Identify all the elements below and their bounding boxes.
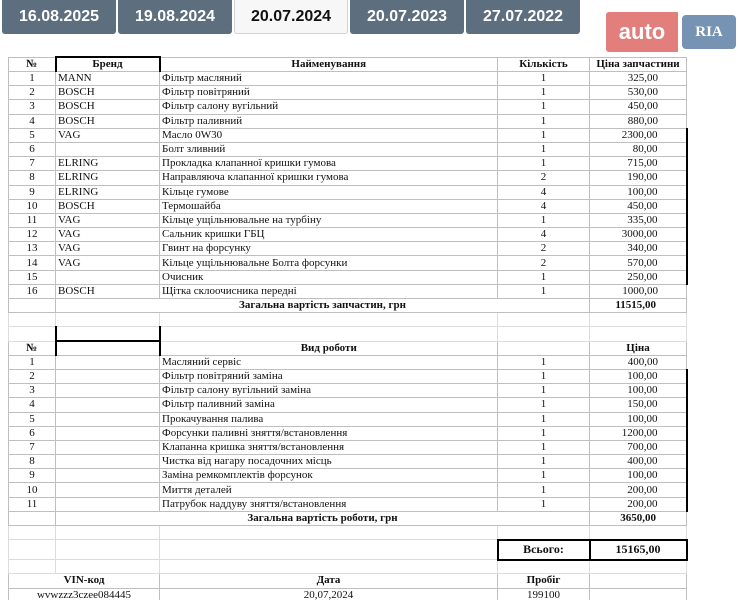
parts-row: [9, 171, 687, 185]
work-num: 7: [9, 440, 56, 454]
grand-total-value: 15165,00: [590, 540, 687, 560]
parts-total-label: Загальна вартість запчастин, грн: [56, 299, 590, 313]
part-qty: 1: [498, 157, 590, 171]
work-price: 150,00: [590, 398, 687, 412]
part-brand: [56, 142, 160, 156]
footer-value-row: [9, 588, 687, 600]
part-num: 7: [9, 157, 56, 171]
parts-header-price: Ціна запчастини: [590, 57, 687, 72]
part-qty: 1: [498, 284, 590, 298]
part-qty: 4: [498, 185, 590, 199]
parts-row: [9, 213, 687, 227]
work-name: Клапанна кришка зняття/встановлення: [160, 440, 498, 454]
parts-total-row: [9, 299, 687, 313]
works-row: [9, 384, 687, 398]
part-num: 15: [9, 270, 56, 284]
work-price: 100,00: [590, 469, 687, 483]
work-num: 3: [9, 384, 56, 398]
part-num: 12: [9, 228, 56, 242]
work-name: Миття деталей: [160, 483, 498, 497]
work-name: Чистка від нагару посадочних місць: [160, 455, 498, 469]
mileage-label: Пробіг: [498, 574, 590, 588]
parts-header-name: Найменування: [160, 57, 498, 72]
parts-row: [9, 256, 687, 270]
work-name: Форсунки паливні зняття/встановлення: [160, 426, 498, 440]
works-total-label: Загальна вартість роботи, грн: [56, 511, 590, 525]
works-row: [9, 398, 687, 412]
part-brand: BOSCH: [56, 100, 160, 114]
work-num: 9: [9, 469, 56, 483]
works-row: [9, 369, 687, 383]
part-price: 715,00: [590, 157, 687, 171]
works-row: [9, 426, 687, 440]
work-name: Патрубок наддуву зняття/встановлення: [160, 497, 498, 511]
part-qty: 1: [498, 270, 590, 284]
work-num: 11: [9, 497, 56, 511]
work-blank: [56, 369, 160, 383]
part-name: Очисник: [160, 270, 498, 284]
spacer-row: [9, 526, 687, 540]
part-qty: 1: [498, 114, 590, 128]
work-price: 400,00: [590, 355, 687, 369]
works-header-name: Вид роботи: [160, 341, 498, 355]
work-name: Масляний сервіс: [160, 355, 498, 369]
works-row: [9, 412, 687, 426]
part-name: Кільце гумове: [160, 185, 498, 199]
part-qty: 4: [498, 199, 590, 213]
work-price: 200,00: [590, 497, 687, 511]
works-row: [9, 469, 687, 483]
part-qty: 1: [498, 86, 590, 100]
parts-header-num: №: [9, 57, 56, 72]
work-name: Фільтр салону вугільний заміна: [160, 384, 498, 398]
parts-total-value: 11515,00: [590, 299, 687, 313]
part-brand: VAG: [56, 242, 160, 256]
work-blank: [56, 355, 160, 369]
work-blank: [56, 469, 160, 483]
parts-row: [9, 185, 687, 199]
tab-20-07-2023[interactable]: 20.07.2023: [350, 0, 464, 34]
work-qty: 1: [498, 469, 590, 483]
part-brand: BOSCH: [56, 284, 160, 298]
part-name: Фільтр паливний: [160, 114, 498, 128]
work-qty: 1: [498, 412, 590, 426]
part-num: 2: [9, 86, 56, 100]
part-qty: 1: [498, 72, 590, 86]
works-total-value: 3650,00: [590, 511, 687, 525]
part-qty: 1: [498, 142, 590, 156]
work-num: 2: [9, 369, 56, 383]
work-num: 1: [9, 355, 56, 369]
part-name: Кільце ущільнювальне на турбіну: [160, 213, 498, 227]
part-num: 6: [9, 142, 56, 156]
part-price: 340,00: [590, 242, 687, 256]
works-row: [9, 440, 687, 454]
date-label: Дата: [160, 574, 498, 588]
part-brand: ELRING: [56, 185, 160, 199]
work-qty: 1: [498, 398, 590, 412]
work-blank: [56, 398, 160, 412]
part-price: 530,00: [590, 86, 687, 100]
part-brand: BOSCH: [56, 199, 160, 213]
works-row: [9, 497, 687, 511]
work-num: 5: [9, 412, 56, 426]
part-qty: 1: [498, 213, 590, 227]
part-brand: BOSCH: [56, 114, 160, 128]
work-qty: 1: [498, 384, 590, 398]
part-qty: 1: [498, 128, 590, 142]
part-price: 880,00: [590, 114, 687, 128]
part-price: 3000,00: [590, 228, 687, 242]
vin-label: VIN-код: [9, 574, 160, 588]
parts-header-row: [9, 57, 687, 72]
part-name: Фільтр повітряний: [160, 86, 498, 100]
part-brand: MANN: [56, 72, 160, 86]
work-qty: 1: [498, 455, 590, 469]
logo-auto-text: auto: [606, 12, 678, 52]
part-num: 4: [9, 114, 56, 128]
part-brand: ELRING: [56, 171, 160, 185]
part-name: Сальник кришки ГБЦ: [160, 228, 498, 242]
mileage-value: 199100: [498, 588, 590, 600]
work-qty: 1: [498, 497, 590, 511]
works-header-row: [9, 341, 687, 355]
grand-total-row: [9, 540, 687, 560]
works-row: [9, 455, 687, 469]
tab-16-08-2025[interactable]: 16.08.2025: [2, 0, 116, 34]
part-name: Направляюча клапанної кришки гумова: [160, 171, 498, 185]
works-header-num: №: [9, 341, 56, 355]
part-name: Болт зливний: [160, 142, 498, 156]
work-price: 700,00: [590, 440, 687, 454]
part-price: 335,00: [590, 213, 687, 227]
part-num: 5: [9, 128, 56, 142]
autoria-watermark: [606, 12, 736, 52]
work-num: 4: [9, 398, 56, 412]
work-price: 400,00: [590, 455, 687, 469]
parts-row: [9, 114, 687, 128]
parts-row: [9, 228, 687, 242]
work-qty: 1: [498, 355, 590, 369]
part-brand: VAG: [56, 228, 160, 242]
work-num: 8: [9, 455, 56, 469]
work-num: 10: [9, 483, 56, 497]
work-blank: [56, 384, 160, 398]
part-qty: 1: [498, 100, 590, 114]
part-brand: [56, 270, 160, 284]
work-blank: [56, 497, 160, 511]
part-price: 450,00: [590, 100, 687, 114]
parts-row: [9, 100, 687, 114]
work-name: Фільтр повітряний заміна: [160, 369, 498, 383]
grand-total-label: Всього:: [498, 540, 590, 560]
work-name: Фільтр паливний заміна: [160, 398, 498, 412]
work-blank: [56, 440, 160, 454]
parts-row: [9, 142, 687, 156]
part-name: Масло 0W30: [160, 128, 498, 142]
part-name: Прокладка клапанної кришки гумова: [160, 157, 498, 171]
part-name: Термошайба: [160, 199, 498, 213]
work-name: Заміна ремкомплектів форсунок: [160, 469, 498, 483]
part-num: 13: [9, 242, 56, 256]
part-num: 16: [9, 284, 56, 298]
work-qty: 1: [498, 483, 590, 497]
part-price: 1000,00: [590, 284, 687, 298]
part-qty: 2: [498, 242, 590, 256]
parts-header-qty: Кількість: [498, 57, 590, 72]
parts-row: [9, 128, 687, 142]
work-name: Прокачування палива: [160, 412, 498, 426]
part-price: 80,00: [590, 142, 687, 156]
part-brand: ELRING: [56, 157, 160, 171]
footer-header-row: [9, 574, 687, 588]
part-price: 250,00: [590, 270, 687, 284]
part-num: 14: [9, 256, 56, 270]
work-qty: 1: [498, 426, 590, 440]
work-qty: 1: [498, 440, 590, 454]
part-price: 2300,00: [590, 128, 687, 142]
invoice-table: [8, 56, 688, 600]
part-name: Фільтр масляний: [160, 72, 498, 86]
parts-row: [9, 270, 687, 284]
part-price: 190,00: [590, 171, 687, 185]
spacer-row: [9, 327, 687, 341]
parts-row: [9, 157, 687, 171]
tab-20-07-2024[interactable]: 20.07.2024: [234, 0, 348, 34]
part-qty: 2: [498, 171, 590, 185]
work-price: 100,00: [590, 369, 687, 383]
work-blank: [56, 426, 160, 440]
work-num: 6: [9, 426, 56, 440]
part-brand: VAG: [56, 213, 160, 227]
parts-row: [9, 72, 687, 86]
part-price: 450,00: [590, 199, 687, 213]
parts-row: [9, 284, 687, 298]
part-num: 11: [9, 213, 56, 227]
parts-header-brand: Бренд: [56, 57, 160, 72]
work-price: 1200,00: [590, 426, 687, 440]
part-price: 570,00: [590, 256, 687, 270]
invoice-sheet: [8, 56, 686, 600]
parts-row: [9, 86, 687, 100]
work-price: 100,00: [590, 412, 687, 426]
part-brand: VAG: [56, 256, 160, 270]
part-name: Гвинт на форсунку: [160, 242, 498, 256]
works-header-price: Ціна: [590, 341, 687, 355]
part-name: Фільтр салону вугільний: [160, 100, 498, 114]
works-row: [9, 483, 687, 497]
part-brand: BOSCH: [56, 86, 160, 100]
part-brand: VAG: [56, 128, 160, 142]
logo-ria-text: RIA: [682, 15, 736, 49]
part-num: 9: [9, 185, 56, 199]
part-price: 325,00: [590, 72, 687, 86]
part-qty: 2: [498, 256, 590, 270]
works-row: [9, 355, 687, 369]
date-value: 20,07,2024: [160, 588, 498, 600]
work-blank: [56, 455, 160, 469]
spacer-row: [9, 560, 687, 574]
work-blank: [56, 483, 160, 497]
work-qty: 1: [498, 369, 590, 383]
part-num: 8: [9, 171, 56, 185]
part-name: Щітка склоочисника передні: [160, 284, 498, 298]
tab-27-07-2022[interactable]: 27.07.2022: [466, 0, 580, 34]
part-num: 10: [9, 199, 56, 213]
work-blank: [56, 412, 160, 426]
parts-row: [9, 242, 687, 256]
works-total-row: [9, 511, 687, 525]
tab-19-08-2024[interactable]: 19.08.2024: [118, 0, 232, 34]
work-price: 100,00: [590, 384, 687, 398]
part-price: 100,00: [590, 185, 687, 199]
part-num: 3: [9, 100, 56, 114]
parts-row: [9, 199, 687, 213]
spacer-row: [9, 313, 687, 327]
part-name: Кільце ущільнювальне Болта форсунки: [160, 256, 498, 270]
part-qty: 4: [498, 228, 590, 242]
part-num: 1: [9, 72, 56, 86]
work-price: 200,00: [590, 483, 687, 497]
vin-value: wvwzzz3czee084445: [9, 588, 160, 600]
